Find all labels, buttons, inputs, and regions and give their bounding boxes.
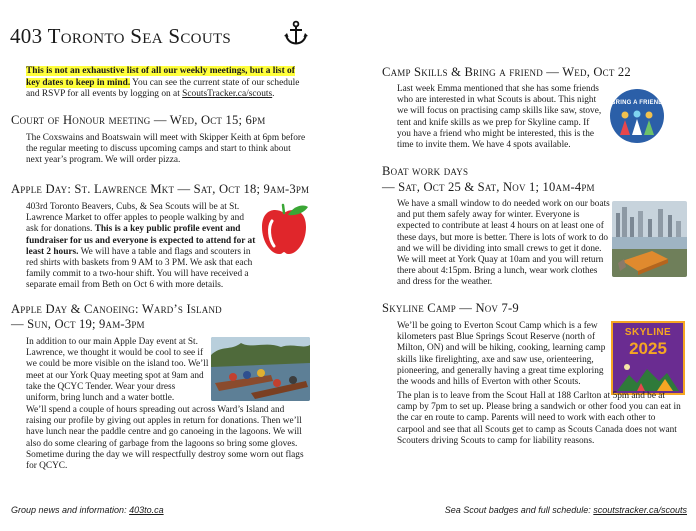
intro-highlight: This is not an exhaustive list of all our weekly meetings, but a list of key dates to keep in mind. xyxy=(26,66,295,88)
campfire-tent-icon xyxy=(617,361,679,391)
apple-day-text-a: 403rd Toronto Beavers, Cubs, & Sea Scouts will be at St. Lawrence Market to offer apples to people walking by and ask for donations. xyxy=(26,202,244,235)
footer-right-text: Sea Scout badges and full schedule: xyxy=(444,505,594,515)
footer-right xyxy=(445,505,687,515)
camp-skills-heading: Camp Skills & Bring a friend — Wed, Oct 22 xyxy=(382,65,631,79)
bring-a-friend-badge xyxy=(610,89,664,143)
group-news-link[interactable]: 403to.ca xyxy=(129,505,164,515)
canoeing-body-2: We’ll spend a couple of hours spreading out across Ward’s Island and raising our profile by giving out apples in return for donations. Then we’ll have lunch near the paddle centre and go canoeing in the lagoons. We will also do some clearing of garbage from the lagoons so bring some gloves. Sometime during the day we will respectfully destroy some worn out flags for QCYC. xyxy=(26,405,304,472)
footer-left xyxy=(11,505,164,515)
bring-a-friend-label: BRING A FRIEND xyxy=(611,100,663,106)
skyline-camp-body-1: We’ll be going to Everton Scout Camp which is a few kilometers past Blue Springs Scout Reserve (north of Milton, ON) and will be hiking, cooking, learning camp skills like firelighting, axe and saw use, orienteering, pioneering, and generally having a great time exploring the woods and hills of Everton with other Scouts. xyxy=(397,321,606,388)
skyline-camp-heading: Skyline Camp — Nov 7-9 xyxy=(382,301,519,315)
skyline-badge xyxy=(611,321,685,395)
intro-end: . xyxy=(272,89,275,100)
apple-day-heading: Apple Day: St. Lawrence Mkt — Sat, Oct 18; 9am-3pm xyxy=(11,182,310,196)
skyline-badge-year: 2025 xyxy=(629,339,667,358)
boat-work-heading-1: Boat work days xyxy=(382,164,469,178)
camp-skills-body: Last week Emma mentioned that she has some friends who are interested in what Scouts is about. This night we will focus on practising camp skills like saw, stove, tent and knife skills as we prep for Skyline camp. If you have a friend who might be interested, this is the time to invite them. We have 4 spots available. xyxy=(397,84,602,151)
apple-day-key-event: This is a key public profile event and fundraiser for us and everyone is expected to attend for at least 2 hours. xyxy=(26,224,256,257)
scoutstracker-link[interactable]: ScoutsTracker.ca/scouts xyxy=(182,89,273,100)
canoeing-photo xyxy=(211,337,310,401)
canoeing-heading-1: Apple Day & Canoeing: Ward’s Island xyxy=(11,302,222,316)
skyline-camp-body-2: The plan is to leave from the Scout Hall at 188 Carlton at 5pm and be at camp by 7pm to set up. Please bring a sandwich or other food you can eat in the car en route to camp. Parents will need to work with each other to carpool and see that all Scouts get to camp as Scouts Canada does not want Scouters driving Scouts to camp for liability reasons. xyxy=(397,391,681,446)
skyline-badge-word: SKYLINE xyxy=(624,327,672,338)
canoeing-heading-2: — Sun, Oct 19; 9am-3pm xyxy=(11,317,145,331)
anchor-icon xyxy=(283,20,309,46)
court-of-honour-body: The Coxswains and Boatswain will meet with Skipper Keith at 6pm before the regular meeting to discuss upcoming camps and start to think about next year’s program. We will order pizza. xyxy=(26,133,306,166)
apple-day-text-b: We will have a table and flags and scouters in red shirts with baskets from 9 AM to 3 PM. We ask that each family commit to a two-hour shift. You will have received a separate email from Beth on Oct 6 with more details. xyxy=(26,246,253,291)
friends-icon xyxy=(616,109,658,137)
canoeing-body-1: In addition to our main Apple Day event at St. Lawrence, we thought it would be cool to see if we could be more visible on the island too. We’ll meet at our York Quay meeting spot at 9am and take the QCYC Tender. Wear your dress uniform, bring lunch and a water bottle. xyxy=(26,337,209,404)
boat-work-body: We have a small window to do needed work on our boats and put them safely away for winter. Everyone is expected to contribute at least 4 hours on at least one of these days, but more is better. There is lots of work to do and we will be dividing into small crews to get it done. We will meet at York Quay at 10am and you will return there about 4:15pm. Bring a lunch, wear work clothes and dress for the weather. xyxy=(397,199,610,288)
apple-day-body xyxy=(26,202,258,292)
apple-logo-icon xyxy=(258,201,310,257)
intro-text: You can see the current state of our schedule and RSVP for all events by logging on at xyxy=(26,77,300,100)
boat-work-photo xyxy=(612,201,687,277)
page-title: 403 Toronto Sea Scouts xyxy=(10,24,232,48)
badges-schedule-link[interactable]: scoutstracker.ca/scouts xyxy=(593,505,687,515)
footer-left-text: Group news and information: xyxy=(11,505,130,515)
intro-paragraph xyxy=(26,66,308,101)
court-of-honour-heading: Court of Honour meeting — Wed, Oct 15; 6pm xyxy=(11,113,266,127)
boat-work-heading-2: — Sat, Oct 25 & Sat, Nov 1; 10am-4pm xyxy=(382,180,595,194)
